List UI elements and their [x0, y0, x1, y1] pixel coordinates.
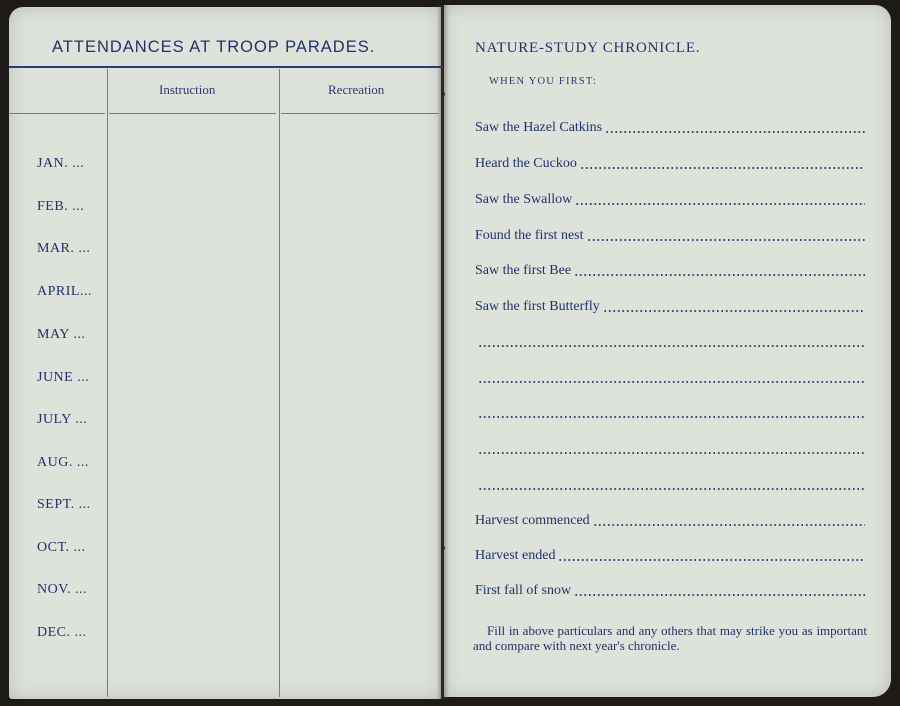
chronicle-entry: [475, 297, 865, 315]
dotted-line: [603, 310, 865, 312]
chronicle-entry: [475, 511, 865, 529]
month-label: JULY ...: [37, 412, 88, 427]
dotted-line: [478, 488, 865, 490]
entry-label: Harvest ended: [475, 548, 556, 563]
chronicle-entry: [475, 118, 865, 136]
chronicle-subtitle: WHEN YOU FIRST:: [489, 76, 598, 87]
chronicle-entry: [475, 403, 865, 421]
chronicle-title: NATURE-STUDY CHRONICLE.: [475, 40, 701, 56]
dotted-line: [574, 594, 865, 596]
chronicle-entry: [475, 190, 865, 208]
chronicle-entry: [475, 154, 865, 172]
header-rule-month: [9, 113, 105, 114]
month-label: JAN. ...: [37, 156, 85, 171]
month-label: MAR. ...: [37, 241, 91, 256]
title-rule: [9, 66, 443, 68]
column-divider-1: [107, 69, 108, 697]
dotted-line: [478, 345, 865, 347]
dotted-line: [580, 167, 865, 169]
month-label: DEC. ...: [37, 625, 87, 640]
binding-stitch: [441, 546, 445, 550]
column-header-instruction: Instruction: [159, 82, 216, 97]
chronicle-entry: [475, 261, 865, 279]
entry-label: First fall of snow: [475, 583, 572, 598]
month-label: SEPT. ...: [37, 497, 91, 512]
month-label: AUG. ...: [37, 455, 89, 470]
header-rule-recreation: [281, 113, 439, 114]
chronicle-footnote: Fill in above particulars and any others that may strike you as important and compare with next year's chronicle.: [473, 623, 867, 653]
dotted-line: [593, 524, 865, 526]
chronicle-entry: [475, 546, 865, 564]
month-label: JUNE ...: [37, 370, 90, 385]
month-label: MAY ...: [37, 327, 86, 342]
entry-label: Saw the first Butterfly: [475, 299, 600, 314]
dotted-line: [478, 416, 865, 418]
chronicle-entry: [475, 332, 865, 350]
entry-label: Heard the Cuckoo: [475, 156, 577, 171]
month-label: APRIL...: [37, 284, 92, 299]
attendance-title: ATTENDANCES AT TROOP PARADES.: [52, 38, 376, 56]
chronicle-entry: [475, 475, 865, 493]
entry-label: Harvest commenced: [475, 513, 590, 528]
entry-label: Saw the Swallow: [475, 192, 573, 207]
dotted-line: [478, 452, 865, 454]
entry-label: Found the first nest: [475, 228, 584, 243]
dotted-line: [478, 381, 865, 383]
entry-label: Saw the Hazel Catkins: [475, 120, 603, 135]
dotted-line: [558, 559, 865, 561]
dotted-line: [574, 274, 865, 276]
chronicle-entry: [475, 581, 865, 599]
entry-label: Saw the first Bee: [475, 263, 572, 278]
month-label: OCT. ...: [37, 540, 86, 555]
dotted-line: [605, 131, 865, 133]
binding-stitch: [441, 92, 445, 96]
book-gutter: [437, 5, 449, 699]
column-divider-2: [279, 69, 280, 697]
header-rule-instruction: [109, 113, 276, 114]
dotted-line: [575, 203, 865, 205]
month-label: FEB. ...: [37, 199, 85, 214]
chronicle-entry: [475, 226, 865, 244]
dotted-line: [587, 239, 866, 241]
month-label: NOV. ...: [37, 582, 88, 597]
chronicle-entry: [475, 368, 865, 386]
chronicle-entry: [475, 439, 865, 457]
column-header-recreation: Recreation: [328, 82, 385, 97]
